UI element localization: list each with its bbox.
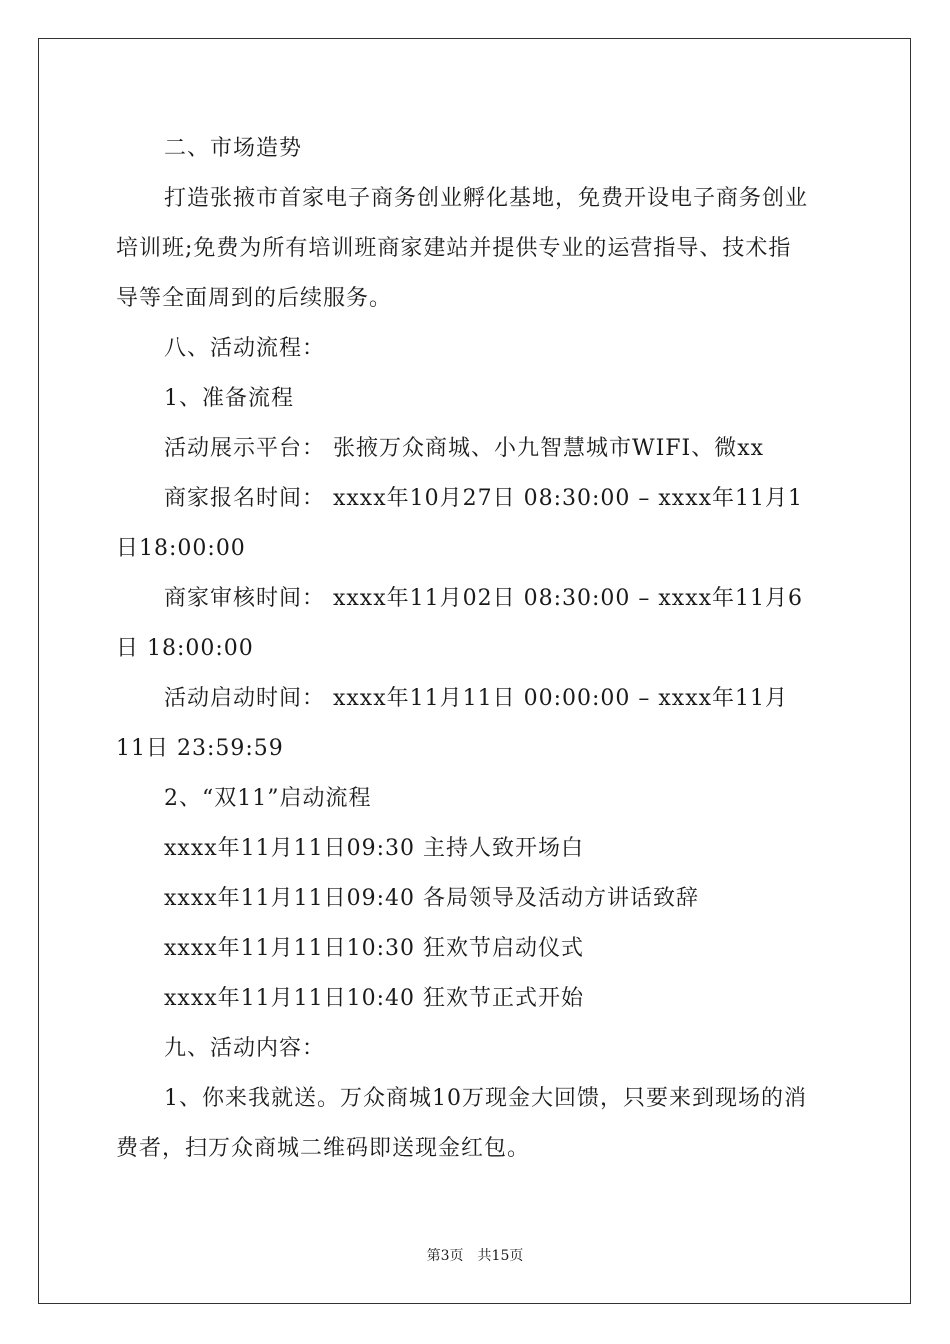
document-body [116,124,836,1174]
paragraph-line: 日18:00:00 [116,536,246,561]
paragraph-line: 11日 23:59:59 [116,736,284,761]
section-heading-content: 九、活动内容： [164,1036,326,1061]
page-total: 共15页 [477,1248,524,1264]
paragraph-line: 活动展示平台： 张掖万众商城、小九智慧城市WIFI、微xx [164,436,765,461]
paragraph-line: 打造张掖市首家电子商务创业孵化基地，免费开设电子商务创业 [164,186,809,211]
paragraph-line: 费者，扫万众商城二维码即送现金红包。 [116,1136,531,1161]
section-heading-process: 八、活动流程： [164,336,326,361]
page-number: 第3页 [426,1248,464,1264]
schedule-item: xxxx年11月11日10:30 狂欢节启动仪式 [164,936,585,961]
paragraph-line: 培训班;免费为所有培训班商家建站并提供专业的运营指导、技术指 [116,236,792,261]
paragraph-line: 商家报名时间： xxxx年10月27日 08:30:00 – xxxx年11月1 [164,486,804,511]
subheading-preparation: 1、准备流程 [164,386,294,411]
schedule-item: xxxx年11月11日10:40 狂欢节正式开始 [164,986,585,1011]
paragraph-line: 活动启动时间： xxxx年11月11日 00:00:00 – xxxx年11月 [164,686,789,711]
schedule-item: xxxx年11月11日09:30 主持人致开场白 [164,836,585,861]
subheading-launch: 2、“双11”启动流程 [164,786,372,811]
page-footer [0,1246,950,1266]
schedule-item: xxxx年11月11日09:40 各局领导及活动方讲话致辞 [164,886,700,911]
section-heading-market: 二、市场造势 [164,136,303,161]
paragraph-line: 日 18:00:00 [116,636,254,661]
paragraph-line: 导等全面周到的后续服务。 [116,286,393,311]
paragraph-line: 商家审核时间： xxxx年11月02日 08:30:00 – xxxx年11月6 [164,586,804,611]
paragraph-line: 1、你来我就送。万众商城10万现金大回馈，只要来到现场的消 [164,1086,807,1111]
